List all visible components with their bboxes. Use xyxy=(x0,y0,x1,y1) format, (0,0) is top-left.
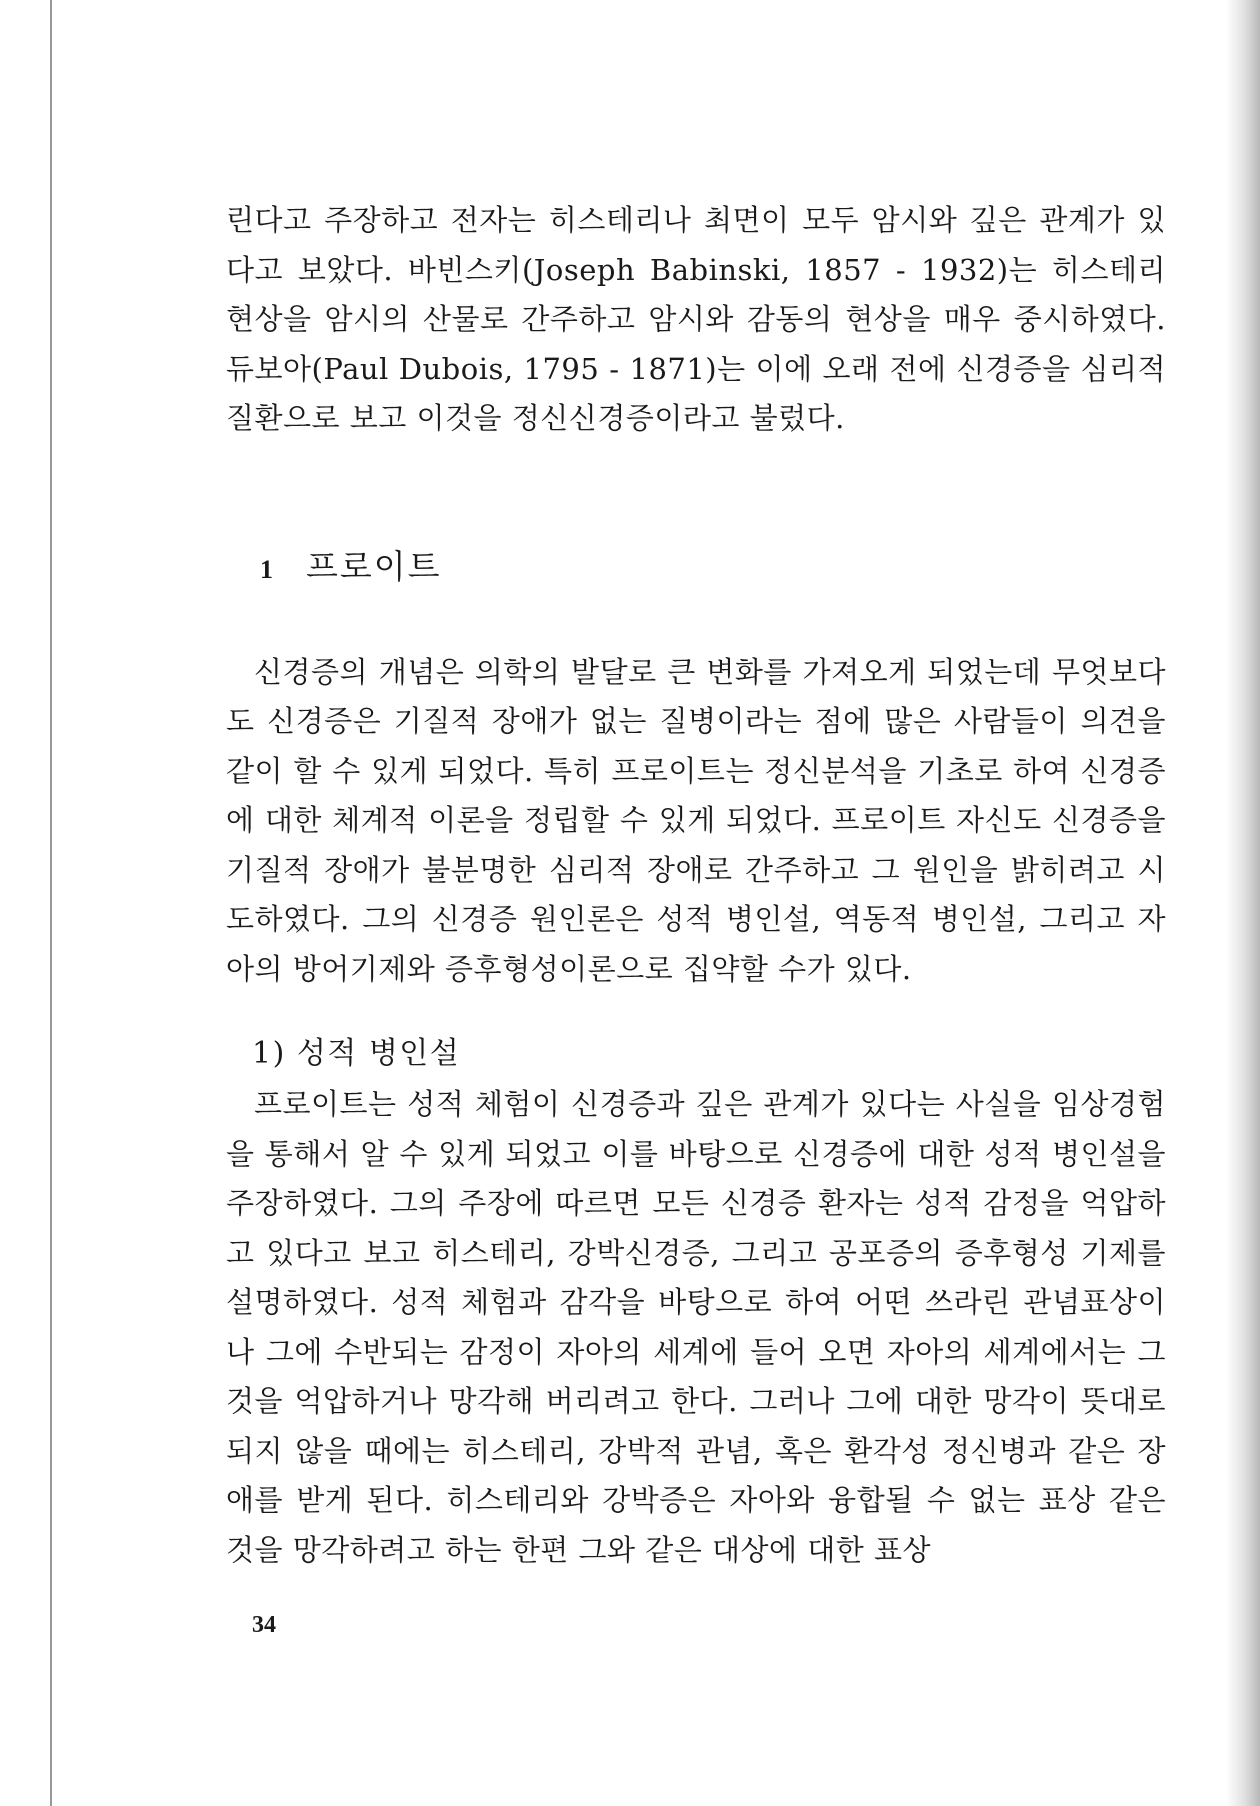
page-content xyxy=(226,196,1166,1575)
section-heading xyxy=(260,537,1166,600)
subsection-heading: 1) 성적 병인설 xyxy=(252,1036,461,1071)
intro-paragraph: 린다고 주장하고 전자는 히스테리나 최면이 모두 암시와 깊은 관계가 있다고 보았다. 바빈스키(Joseph Babinski, 1857 - 1932)는 히스테리 현상을 암시의 산물로 간주하고 암시와 감동의 현상을 매우 중시하였다. 듀보아(Paul Dubois, 1795 - 1871)는 이에 오래 전에 신경증을 심리적 질환으로 보고 이것을 정신신경증이라고 불렀다. xyxy=(226,203,1166,435)
subsection-paragraph: 프로이트는 성적 체험이 신경증과 깊은 관계가 있다는 사실을 임상경험을 통해서 알 수 있게 되었고 이를 바탕으로 신경증에 대한 성적 병인설을 주장하였다. 그의 주장에 따르면 모든 신경증 환자는 성적 감정을 억압하고 있다고 보고 히스테리, 강박신경증, 그리고 공포증의 증후형성 기제를 설명하였다. 성적 체험과 감각을 바탕으로 하여 어떤 쓰라린 관념표상이나 그에 수반되는 감정이 자아의 세계에 들어 오면 자아의 세계에서는 그것을 억압하거나 망각해 버리려고 한다. 그러나 그에 대한 망각이 뜻대로 되지 않을 때에는 히스테리, 강박적 관념, 혹은 환각성 정신병과 같은 장애를 받게 된다. 히스테리와 강박증은 자아와 융합될 수 없는 표상 같은 것을 망각하려고 하는 한편 그와 같은 대상에 대한 표상 xyxy=(226,1087,1166,1567)
section-paragraph: 신경증의 개념은 의학의 발달로 큰 변화를 가져오게 되었는데 무엇보다도 신경증은 기질적 장애가 없는 질병이라는 점에 많은 사람들이 의견을 같이 할 수 있게 되었다. 특히 프로이트는 정신분석을 기초로 하여 신경증에 대한 체계적 이론을 정립할 수 있게 되었다. 프로이트 자신도 신경증을 기질적 장애가 불분명한 심리적 장애로 간주하고 그 원인을 밝히려고 시도하였다. 그의 신경증 원인론은 성적 병인설, 역동적 병인설, 그리고 자아의 방어기제와 증후형성이론으로 집약할 수가 있다. xyxy=(226,654,1166,986)
section-number: 1 xyxy=(260,554,275,584)
page-sheet xyxy=(52,0,1222,1806)
page-edge-shadow xyxy=(1226,0,1260,1806)
page-number: 34 xyxy=(252,1612,276,1638)
section-title: 프로이트 xyxy=(306,546,442,586)
